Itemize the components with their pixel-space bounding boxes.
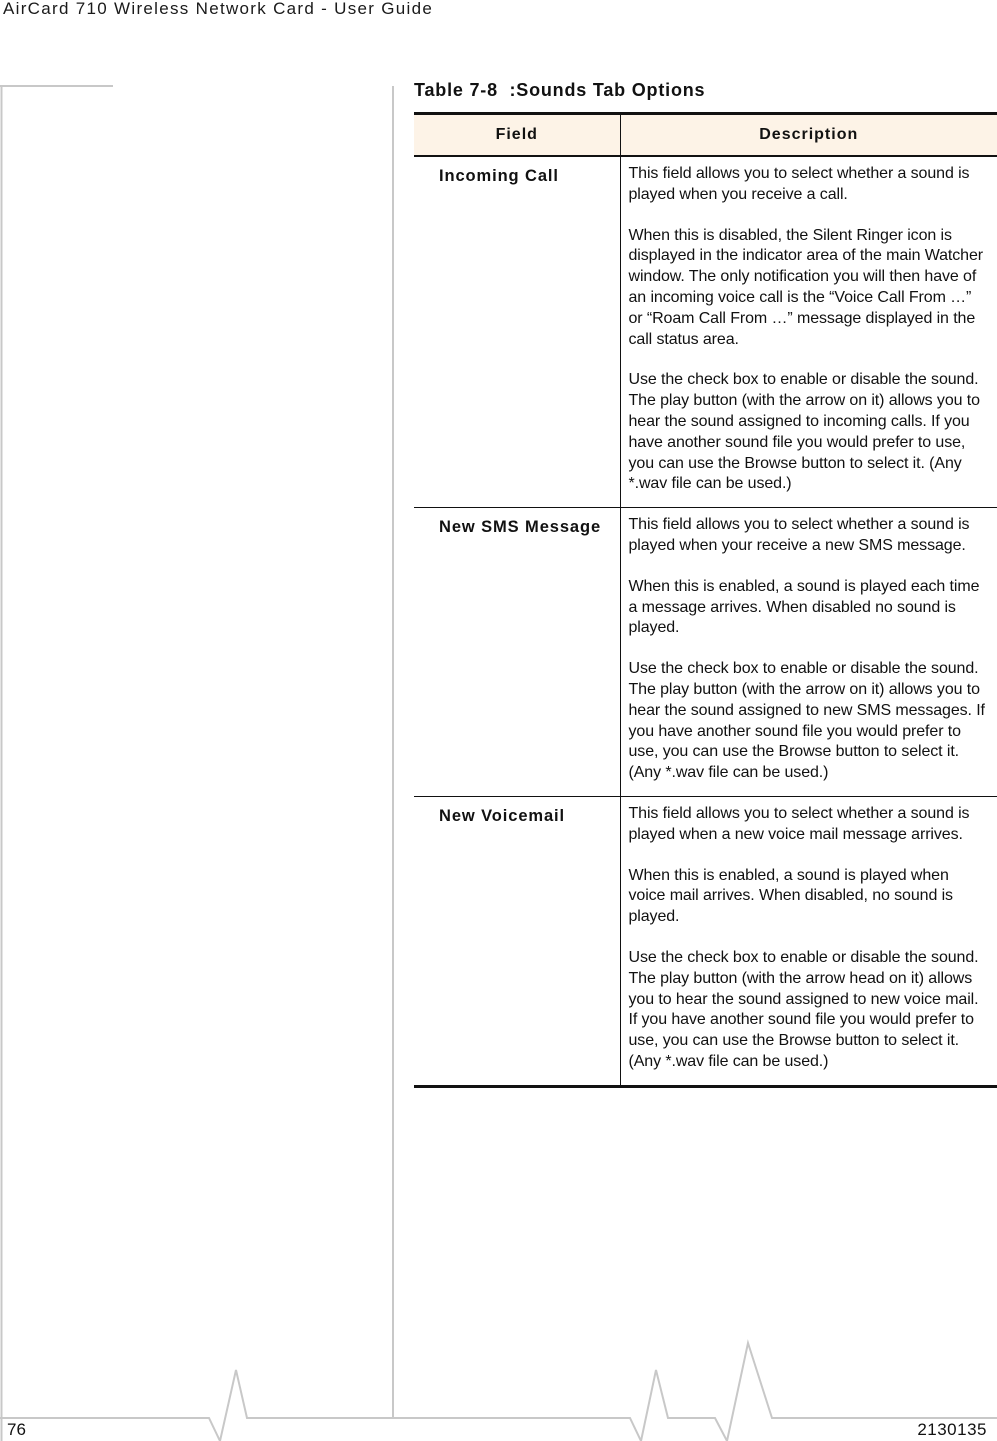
description-paragraph: This field allows you to select whether a sound is played when a new voice mail message arrives.: [628, 804, 970, 843]
description-paragraph: When this is disabled, the Silent Ringer icon is displayed in the indicator area of the main Watcher window. The only notification you will then have of an incoming voice call is the “Voice Call From …” or “Roam Call From …” message displayed in the call status area.: [628, 226, 984, 348]
field-name-incoming-call: Incoming Call: [414, 156, 620, 508]
description-paragraph: Use the check box to enable or disable the sound. The play button (with the arrow on it) allows you to hear the sound assigned to incoming calls. If you have another sound file you would prefer to use, you can use the Browse button to select it. (Any *.wav file can be used.): [628, 371, 980, 493]
description-cell: [620, 508, 997, 797]
page-number: 76: [7, 1420, 26, 1439]
document-number: 2130135: [917, 1420, 987, 1439]
description-paragraph: This field allows you to select whether a sound is played when you receive a call.: [628, 165, 970, 203]
description-paragraph: Use the check box to enable or disable the sound. The play button (with the arrow head on it) allows you to hear the sound assigned to new voice mail. If you have another sound file you would prefer to use, you can use the Browse button to select it. (Any *.wav file can be used.): [628, 948, 979, 1070]
table-row: [414, 508, 997, 797]
description-paragraph: Use the check box to enable or disable the sound. The play button (with the arrow on it) allows you to hear the sound assigned to new SMS messages. If you have another sound file you would prefer to use, you can use the Browse button to select it. (Any *.wav file can be used.): [628, 660, 985, 782]
field-name-new-sms-message: New SMS Message: [414, 508, 620, 797]
table-header-row: [414, 114, 997, 157]
table-row: [414, 796, 997, 1086]
field-name-new-voicemail: New Voicemail: [414, 796, 620, 1086]
description-cell: [620, 796, 997, 1086]
table-caption: Table 7-8 :Sounds Tab Options: [414, 80, 706, 100]
description-paragraph: This field allows you to select whether a sound is played when your receive a new SMS message.: [628, 516, 970, 554]
table-row: [414, 156, 997, 508]
sounds-tab-options-table: [414, 112, 997, 1088]
column-header-description: Description: [620, 114, 997, 157]
column-header-field: Field: [414, 114, 620, 157]
description-paragraph: When this is enabled, a sound is played each time a message arrives. When disabled no sound is played.: [628, 577, 980, 637]
description-cell: [620, 156, 997, 508]
description-paragraph: When this is enabled, a sound is played when voice mail arrives. When disabled, no sound is played.: [628, 866, 953, 926]
running-header: AirCard 710 Wireless Network Card - User Guide: [3, 0, 434, 18]
footer-waveform-line: [0, 1343, 997, 1441]
